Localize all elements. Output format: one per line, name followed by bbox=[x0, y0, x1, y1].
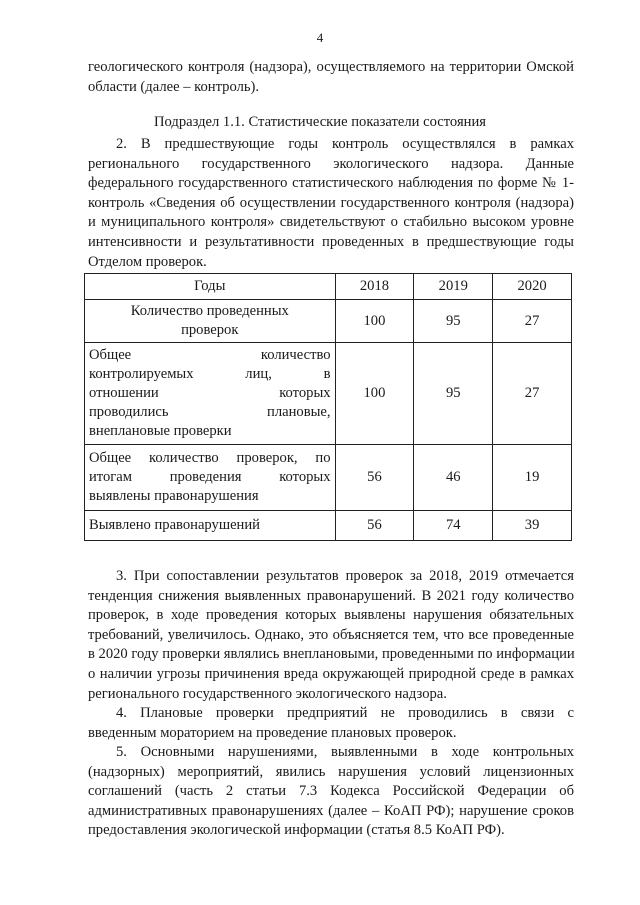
text-line: тенденция снижения выявленных правонарушений. В 2021 году количество bbox=[88, 587, 574, 604]
label-line: Общее количество проверок, по bbox=[89, 450, 331, 466]
text-line: области (далее – контроль). bbox=[88, 78, 260, 95]
row-label bbox=[85, 445, 336, 511]
header-year: 2020 bbox=[493, 274, 572, 300]
paragraph-4 bbox=[88, 704, 574, 743]
label-line: выявлены правонарушения bbox=[89, 488, 259, 504]
cell-value: 100 bbox=[335, 300, 414, 343]
text-line: о наличии угрозы причинения вреда окружающей природной среде в рамках bbox=[88, 665, 574, 682]
cell-value: 95 bbox=[414, 343, 493, 445]
table-row bbox=[85, 511, 572, 541]
label-line: внеплановые проверки bbox=[89, 423, 232, 439]
table-header-row bbox=[85, 274, 572, 300]
subsection-title: Подраздел 1.1. Статистические показатели состояния bbox=[153, 114, 486, 130]
label-line: Выявлено правонарушений bbox=[89, 517, 260, 533]
cell-value: 56 bbox=[335, 511, 414, 541]
paragraph-2 bbox=[88, 135, 574, 272]
label-line: контролируемых лиц, в bbox=[89, 366, 331, 382]
cell-value: 27 bbox=[493, 300, 572, 343]
text-line: 5. Основными нарушениями, выявленными в ходе контрольных bbox=[116, 744, 574, 760]
row-label bbox=[85, 343, 336, 445]
text-line: геологического контроля (надзора), осуществляемого на территории Омской bbox=[88, 59, 574, 75]
cell-value: 95 bbox=[414, 300, 493, 343]
cell-value: 39 bbox=[493, 511, 572, 541]
statistics-table bbox=[84, 273, 572, 541]
text-line: предоставления экологической информации (статья 8.5 КоАП РФ). bbox=[88, 822, 505, 839]
label-line: отношении которых bbox=[89, 385, 331, 401]
row-label bbox=[85, 511, 336, 541]
text-line: требований, увеличилось. Однако, это объясняется тем, что все проведенные bbox=[88, 626, 574, 643]
header-year: 2019 bbox=[414, 274, 493, 300]
text-line: регионального государственного экологического надзора. Данные bbox=[88, 155, 574, 172]
cell-value: 27 bbox=[493, 343, 572, 445]
row-label bbox=[85, 300, 336, 343]
header-year: 2018 bbox=[335, 274, 414, 300]
text-line: введенным мораторием на проведение плановых проверок. bbox=[88, 724, 457, 741]
text-line: в 2020 году проверки являлись внеплановыми, проведенными по информации bbox=[88, 646, 575, 663]
table-row bbox=[85, 445, 572, 511]
cell-value: 46 bbox=[414, 445, 493, 511]
text-line: соглашений (часть 2 статьи 7.3 Кодекса Российской Федерации об bbox=[88, 783, 574, 800]
intro-paragraph bbox=[88, 58, 574, 97]
table-row bbox=[85, 343, 572, 445]
text-line: административных правонарушениях (далее – КоАП РФ); нарушение сроков bbox=[88, 802, 574, 819]
label-line: Общее количество bbox=[89, 347, 331, 363]
text-line: проверок, в ходе проведения которых выявлены нарушения обязательных bbox=[88, 607, 574, 624]
text-line: Отделом проверок. bbox=[88, 253, 207, 270]
text-line: (надзорных) мероприятий, явились нарушения условий лицензионных bbox=[88, 763, 574, 780]
table-row bbox=[85, 300, 572, 343]
cell-value: 19 bbox=[493, 445, 572, 511]
label-line: проверок bbox=[181, 322, 239, 338]
cell-value: 100 bbox=[335, 343, 414, 445]
paragraph-3 bbox=[88, 567, 574, 704]
label-line: проводились плановые, bbox=[89, 404, 331, 420]
cell-value: 74 bbox=[414, 511, 493, 541]
text-line: регионального государственного экологического надзора. bbox=[88, 685, 447, 702]
text-line: 4. Плановые проверки предприятий не проводились в связи с bbox=[116, 705, 574, 721]
text-line: федерального государственного статистического наблюдения по форме № 1- bbox=[88, 175, 574, 192]
header-years: Годы bbox=[85, 274, 336, 300]
page-number: 4 bbox=[316, 30, 324, 45]
label-line: Количество проведенных bbox=[130, 303, 289, 319]
text-line: интенсивности и результативности проведенных в предшествующие годы bbox=[88, 233, 574, 250]
text-line: 3. При сопоставлении результатов проверок за 2018, 2019 отмечается bbox=[116, 568, 574, 584]
text-line: 2. В предшествующие годы контроль осуществлялся в рамках bbox=[116, 136, 574, 152]
text-line: контроль «Сведения об осуществлении государственного контроля (надзора) bbox=[88, 194, 574, 211]
label-line: итогам проведения которых bbox=[89, 469, 331, 485]
text-line: и муниципального контроля» свидетельствуют о стабильно высоком уровне bbox=[88, 214, 574, 231]
paragraph-5 bbox=[88, 743, 574, 841]
cell-value: 56 bbox=[335, 445, 414, 511]
